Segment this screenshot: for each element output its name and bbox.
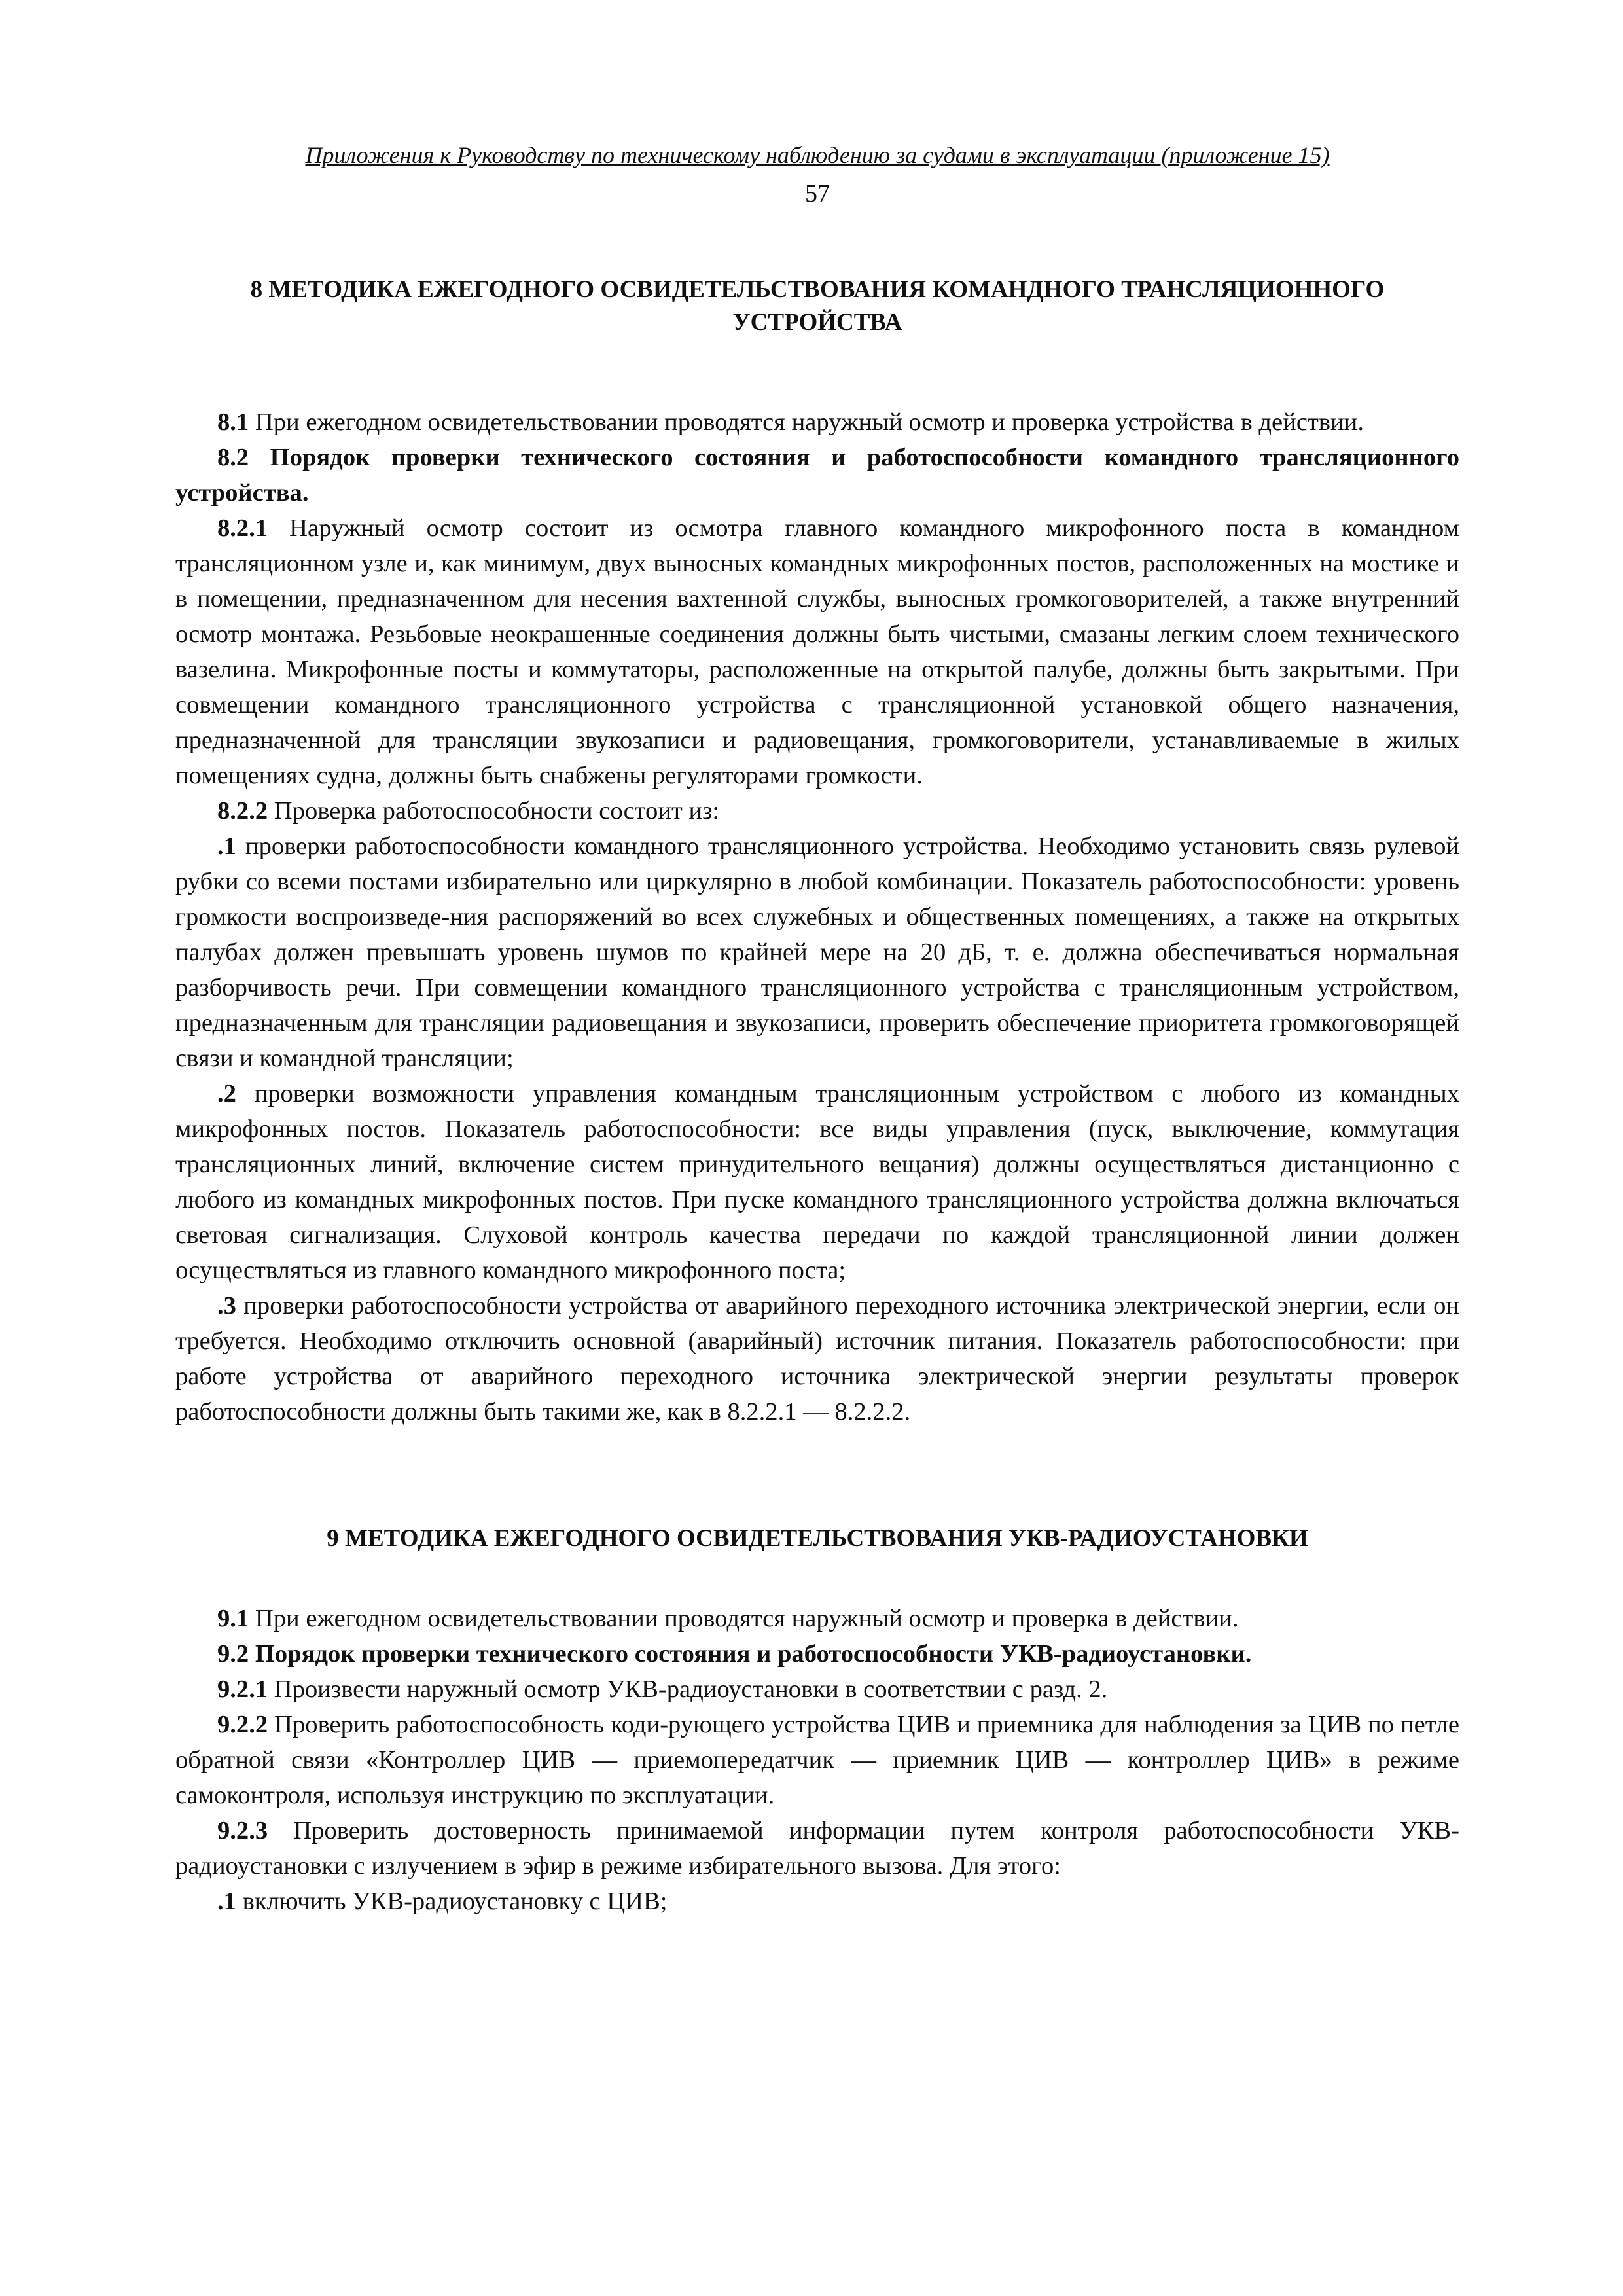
clause-number: 9.2.2 (217, 1710, 268, 1738)
paragraph-8-2-heading (175, 440, 1459, 511)
clause-number: .2 (217, 1079, 236, 1107)
section-8-body (175, 404, 1459, 1429)
paragraph-text: Произвести наружный осмотр УКВ-радиоустановки в соответствии с разд. 2. (268, 1675, 1108, 1703)
paragraph-8-2-2 (175, 793, 1459, 829)
paragraph-9-2-3-1 (175, 1884, 1459, 1919)
paragraph-9-1 (175, 1601, 1459, 1636)
clause-number: .3 (217, 1291, 236, 1319)
paragraph-8-2-2-2 (175, 1076, 1459, 1288)
section-9-body (175, 1601, 1459, 1919)
paragraph-text: проверки возможности управления командным трансляционным устройством с любого из командных микрофонных постов. Показатель работоспособности: все виды управления (пуск, выключение, коммутация трансляционных линий, включение систем принудительного вещания) должны осуществляться дистанционно с любого из командных микрофонных постов. При пуске командного трансляционного устройства должна включаться световая сигнализация. Слуховой контроль качества передачи по каждой трансляционной линии должен осуществляться из главного командного микрофонного поста; (175, 1079, 1459, 1284)
clause-number: 9.1 (217, 1604, 249, 1632)
page-number: 57 (805, 180, 830, 207)
clause-number: 9.2.3 (217, 1816, 268, 1844)
paragraph-text: Проверка работоспособности состоит из: (268, 797, 720, 825)
paragraph-text: Наружный осмотр состоит из осмотра главного командного микрофонного поста в командном трансляционном узле и, как минимум, двух выносных командных микрофонных постов, расположенных на мостике и в помещении, предназначенном для несения вахтенной службы, выносных громкоговорителей, а также внутренний осмотр монтажа. Резьбовые неокрашенные соединения должны быть чистыми, смазаны легким слоем технического вазелина. Микрофонные посты и коммутаторы, расположенные на открытой палубе, должны быть закрытыми. При совмещении командного трансляционного устройства с трансляционной установкой общего назначения, предназначенной для трансляции звукозаписи и радиовещания, громкоговорители, устанавливаемые в жилых помещениях судна, должны быть снабжены регуляторами громкости. (175, 514, 1459, 789)
paragraph-8-1 (175, 404, 1459, 440)
paragraph-9-2-1 (175, 1672, 1459, 1707)
paragraph-text: При ежегодном освидетельствовании проводятся наружный осмотр и проверка устройства в действии. (249, 408, 1364, 436)
clause-number: 9.2.1 (217, 1675, 268, 1703)
paragraph-8-2-2-1 (175, 829, 1459, 1076)
clause-number: 8.1 (217, 408, 249, 436)
paragraph-9-2-2 (175, 1707, 1459, 1813)
paragraph-8-2-1 (175, 511, 1459, 793)
clause-number: 8.2.1 (217, 514, 268, 542)
section-8-title: 8 МЕТОДИКА ЕЖЕГОДНОГО ОСВИДЕТЕЛЬСТВОВАНИЯ КОМАНДНОГО ТРАНСЛЯЦИОННОГО УСТРОЙСТВА (250, 276, 1385, 336)
paragraph-text: При ежегодном освидетельствовании проводятся наружный осмотр и проверка в действии. (249, 1604, 1239, 1632)
paragraph-text: проверки работоспособности командного трансляционного устройства. Необходимо установить связь рулевой рубки со всеми постами избирательно или циркулярно в любой комбинации. Показатель работоспособности: уровень громкости воспроизведе-ния распоряжений во всех служебных и общественных помещениях, а также на открытых палубах должен превышать уровень шумов по крайней мере на 20 дБ, т. е. должна обеспечиваться нормальная разборчивость речи. При совмещении командного трансляционного устройства с трансляционным устройством, предназначенным для трансляции радиовещания и звукозаписи, проверить обеспечение приоритета громкоговорящей связи и командной трансляции; (175, 832, 1459, 1072)
paragraph-text: 9.2 Порядок проверки технического состояния и работоспособности УКВ-радиоустановки. (217, 1640, 1252, 1668)
running-header: Приложения к Руководству по техническому наблюдению за судами в эксплуатации (приложение 15) (305, 142, 1330, 168)
paragraph-text: проверки работоспособности устройства от аварийного переходного источника электрической энергии, если он требуется. Необходимо отключить основной (аварийный) источник питания. Показатель работоспособности: при работе устройства от аварийного переходного источника электрической энергии результаты проверок работоспособности должны быть такими же, как в 8.2.2.1 — 8.2.2.2. (175, 1291, 1459, 1426)
clause-number: .1 (217, 832, 236, 860)
paragraph-8-2-2-3 (175, 1288, 1459, 1429)
section-9-title: 9 МЕТОДИКА ЕЖЕГОДНОГО ОСВИДЕТЕЛЬСТВОВАНИЯ УКВ-РАДИОУСТАНОВКИ (327, 1524, 1308, 1552)
clause-number: 8.2.2 (217, 797, 268, 825)
paragraph-9-2-heading (175, 1636, 1459, 1672)
paragraph-text: 8.2 Порядок проверки технического состояния и работоспособности командного трансляционного устройства. (175, 443, 1459, 507)
document-page (175, 141, 1459, 1919)
paragraph-text: Проверить работоспособность коди-рующего устройства ЦИВ и приемника для наблюдения за ЦИВ по петле обратной связи «Контроллер ЦИВ — приемопередатчик — приемник ЦИВ — контроллер ЦИВ» в режиме самоконтроля, используя инструкцию по эксплуатации. (175, 1710, 1459, 1809)
clause-number: .1 (217, 1887, 236, 1915)
paragraph-9-2-3 (175, 1813, 1459, 1884)
paragraph-text: Проверить достоверность принимаемой информации путем контроля работоспособности УКВ-радиоустановки с излучением в эфир в режиме избирательного вызова. Для этого: (175, 1816, 1459, 1880)
paragraph-text: включить УКВ-радиоустановку с ЦИВ; (236, 1887, 668, 1915)
